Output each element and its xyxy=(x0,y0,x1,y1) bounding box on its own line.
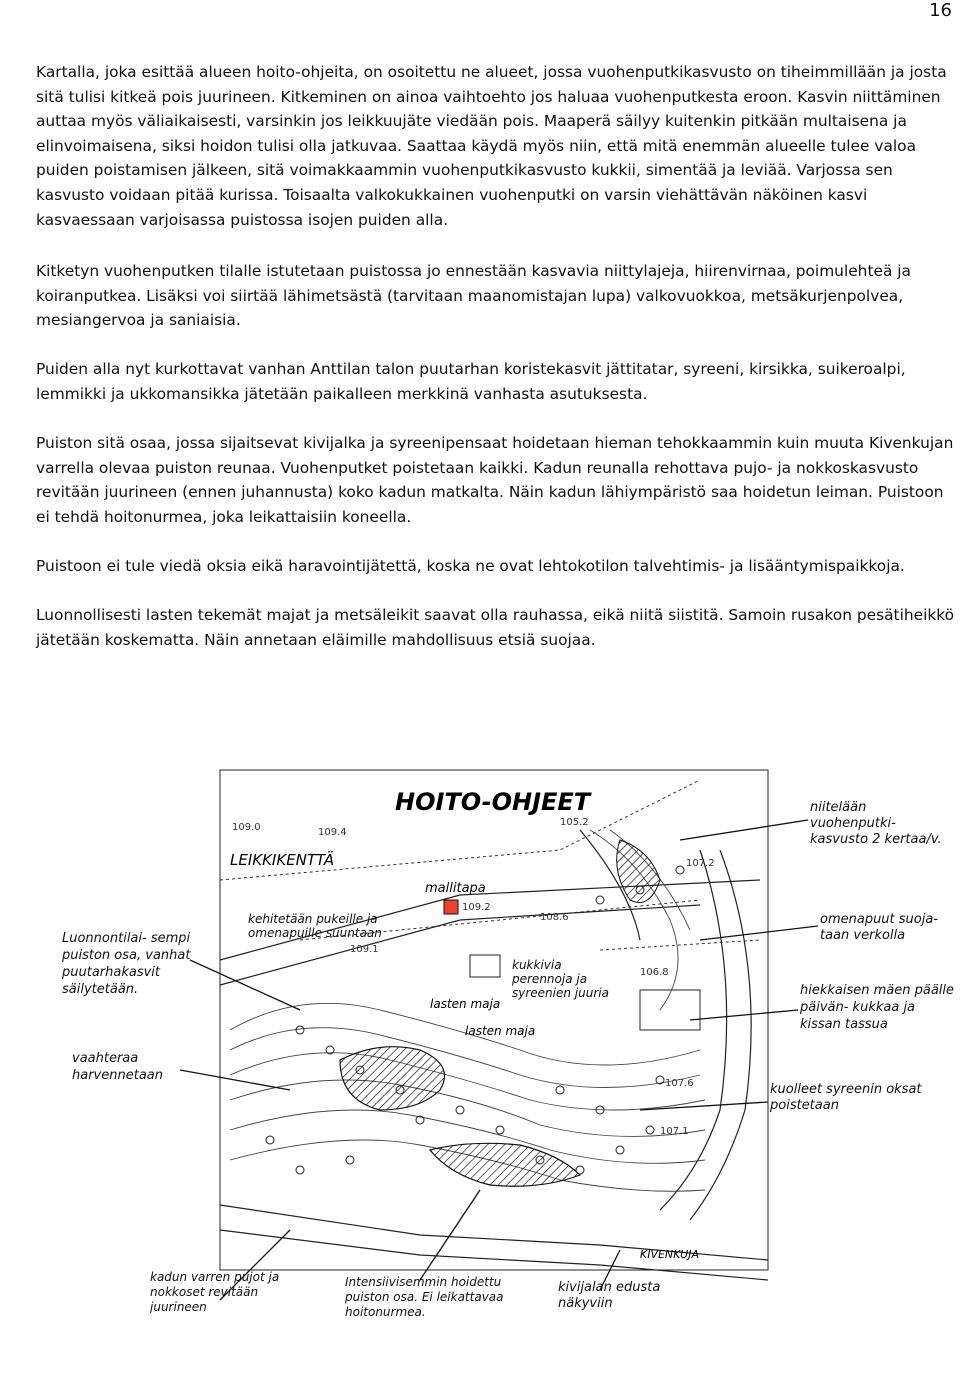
note-niiteltavat: niitelään vuohenputki- kasvusto 2 kertaa/v. xyxy=(810,800,942,847)
spot-height: 106.8 xyxy=(640,967,669,978)
annotation-arrows xyxy=(180,820,818,1300)
map-frame xyxy=(220,770,768,1270)
hatched-area-2 xyxy=(430,1143,580,1186)
note-omenapuut: omenapuut suoja- taan verkolla xyxy=(820,912,939,943)
body-text xyxy=(36,60,956,649)
spot-height: 109.1 xyxy=(350,944,379,955)
note-intensiivisemmin: Intensiivisemmin hoidettu puiston osa. Ei leikattavaa hoitonurmea. xyxy=(345,1275,504,1319)
care-instructions-map xyxy=(0,690,960,1386)
note-vaahteraa: vaahteraa harvennetaan xyxy=(72,1051,163,1083)
label-lasten-maja-1: lasten maja xyxy=(430,997,501,1011)
spot-height: 107.1 xyxy=(660,1126,689,1137)
label-leikkikentta: LEIKKIKENTTÄ xyxy=(230,851,335,869)
note-hiekkaisen: hiekkaisen mäen päälle päivän- kukkaa ja kissan tassua xyxy=(800,983,955,1032)
building-outline-2 xyxy=(640,990,700,1030)
hatched-area-1 xyxy=(340,1047,445,1110)
kivijalka-marker xyxy=(444,900,458,914)
note-kuolleet: kuolleet syreenin oksat poistetaan xyxy=(770,1082,922,1113)
spot-height: 105.2 xyxy=(560,817,589,828)
spot-height: 108.6 xyxy=(540,912,569,923)
page-number: 16 xyxy=(929,0,952,21)
note-kadunvarren: kadun varren pujot ja nokkoset revitään juurineen xyxy=(150,1270,280,1314)
note-kehitetaan: kehitetään pukeille ja omenapuille suuntaan xyxy=(248,912,382,940)
map-title: HOITO-OHJEET xyxy=(395,788,591,816)
label-kivenkuja: KIVENKUJA xyxy=(640,1248,700,1261)
paragraph-3: Puiden alla nyt kurkottavat vanhan Anttilan talon puutarhan koristekasvit jättitatar, syreeni, kirsikka, suikeroalpi, lemmikki ja ukkomansikka jätetään paikalleen merkkinä vanhasta asutuksesta. xyxy=(36,360,906,403)
spot-height: 107.2 xyxy=(686,858,715,869)
label-lasten-maja-2: lasten maja xyxy=(465,1024,536,1038)
paragraph-5: Puistoon ei tule viedä oksia eikä haravointijätettä, koska ne ovat lehtokotilon talvehtimis- ja lisääntymispaikkoja. xyxy=(36,557,905,575)
label-mallitapa: mallitapa xyxy=(425,881,486,896)
note-kivijalan: kivijalan edusta näkyviin xyxy=(558,1280,661,1311)
paragraph-4: Puiston sitä osaa, jossa sijaitsevat kivijalka ja syreenipensaat hoidetaan hieman tehokkaammin kuin muuta Kivenkujan varrella olevaa puiston reunaa. Vuohenputket poistetaan kaikki. Kadun reunalla rehottava pujo- ja nokkoskasvusto revitään juurineen (ennen juhannusta) koko kadun matkalta. Näin kadun lähiympäristö saa hoidetun leiman. Puistoon ei tehdä hoitonurmea, joka leikattaisiin koneella. xyxy=(36,434,954,526)
note-luonnontilainen: Luonnontilai- sempi puiston osa, vanhat puutarhakasvit säilytetään. xyxy=(62,931,191,997)
spot-height: 109.2 xyxy=(462,902,491,913)
paragraph-1: Kartalla, joka esittää alueen hoito-ohjeita, on osoitettu ne alueet, jossa vuohenputkikasvusto on tiheimmillään ja josta sitä tulisi kitkeä pois juurineen. Kitkeminen on ainoa vaihtoehto jos haluaa vuohenputkesta eroon. Kasvin niittäminen auttaa myös väliaikaisesti, varsinkin jos leikkuujäte viedään pois. Maaperä säilyy kuitenkin pitkään multaisena ja elinvoimaisena, siksi hoidon tulisi olla jatkuvaa. Saattaa käydä myös niin, että mitä enemmän alueelle tulee valoa puiden poistamisen jälkeen, sitä voimakkaammin vuohenputkikasvusto kukkii, simentää ja leviää. Varjossa sen kasvusto voidaan pitää kurissa. Toisaalta valkokukkainen vuohenputki on varsin viehättävän näköinen kasvi kasvaessaan varjoisassa puistossa isojen puiden alla. xyxy=(36,63,947,229)
building-outline xyxy=(470,955,500,977)
note-kukkivia: kukkivia perennoja ja syreenien juuria xyxy=(512,958,609,1000)
paragraph-6: Luonnollisesti lasten tekemät majat ja metsäleikit saavat olla rauhassa, eikä niitä siistitä. Samoin rusakon pesätiheikkö jätetään koskematta. Näin annetaan eläimille mahdollisuus etsiä suojaa. xyxy=(36,606,955,649)
spot-height: 107.6 xyxy=(665,1078,694,1089)
paragraph-2: Kitketyn vuohenputken tilalle istutetaan puistossa jo ennestään kasvavia niittylajeja, hiirenvirnaa, poimulehteä ja koiranputkea. Lisäksi voi siirtää lähimetsästä (tarvitaan maanomistajan lupa) valkovuokkoa, metsäkurjenpolvea, mesiangervoa ja saniaisia. xyxy=(36,262,911,330)
spot-height: 109.0 xyxy=(232,822,261,833)
map-drawing xyxy=(0,690,960,1386)
spot-height: 109.4 xyxy=(318,827,347,838)
